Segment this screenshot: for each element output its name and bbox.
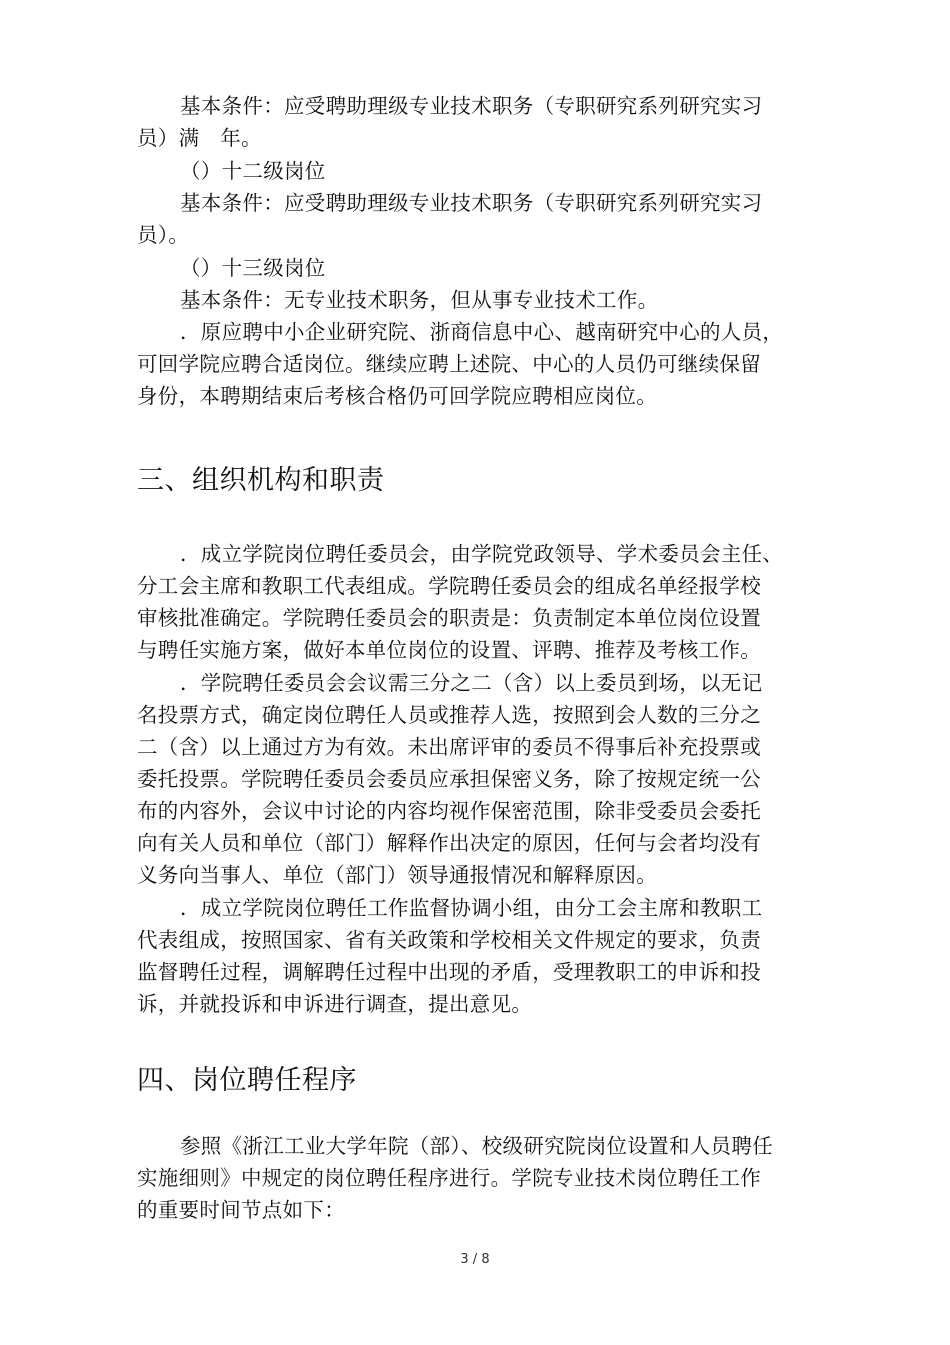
text-line: 监督聘任过程，调解聘任过程中出现的矛盾，受理教职工的申诉和投 (137, 960, 761, 984)
section-heading: 四、岗位聘任程序 (137, 1065, 357, 1096)
text-line: 员）。 (137, 223, 190, 247)
text-line: 基本条件：应受聘助理级专业技术职务（专职研究系列研究实习 (180, 191, 763, 215)
text-line: 员）满 年。 (137, 126, 262, 150)
text-line: ．成立学院岗位聘任委员会，由学院党政领导、学术委员会主任、 (180, 542, 784, 566)
text-line: 义务向当事人、单位（部门）领导通报情况和解释原因。 (137, 863, 657, 887)
text-line: 委托投票。学院聘任委员会委员应承担保密义务，除了按规定统一公 (137, 767, 761, 791)
text-line: 基本条件：无专业技术职务，但从事专业技术工作。 (180, 288, 659, 312)
text-line: ．学院聘任委员会会议需三分之二（含）以上委员到场，以无记 (180, 671, 763, 695)
text-line: 参照《浙江工业大学年院（部）、校级研究院岗位设置和人员聘任 (180, 1134, 773, 1158)
text-line: 审核批准确定。学院聘任委员会的职责是：负责制定本单位岗位设置 (137, 606, 761, 630)
text-line: 与聘任实施方案，做好本单位岗位的设置、评聘、推荐及考核工作。 (137, 638, 761, 662)
text-line: 分工会主席和教职工代表组成。学院聘任委员会的组成名单经报学校 (137, 574, 761, 598)
page-number: 3 / 8 (460, 1252, 490, 1267)
text-line: 基本条件：应受聘助理级专业技术职务（专职研究系列研究实习 (180, 94, 763, 118)
text-line: 实施细则》中规定的岗位聘任程序进行。学院专业技术岗位聘任工作 (137, 1166, 761, 1190)
text-line: ．原应聘中小企业研究院、浙商信息中心、越南研究中心的人员， (180, 320, 784, 344)
text-line: 二（含）以上通过方为有效。未出席评审的委员不得事后补充投票或 (137, 735, 761, 759)
section-heading: 三、组织机构和职责 (137, 465, 385, 496)
list-heading-level-13: （）十三级岗位 (180, 256, 326, 280)
text-line: ．成立学院岗位聘任工作监督协调小组，由分工会主席和教职工 (180, 896, 763, 920)
list-heading-level-12: （）十二级岗位 (180, 159, 326, 183)
text-line: 代表组成，按照国家、省有关政策和学校相关文件规定的要求，负责 (137, 928, 761, 952)
text-line: 名投票方式，确定岗位聘任人员或推荐人选，按照到会人数的三分之 (137, 703, 761, 727)
text-line: 向有关人员和单位（部门）解释作出决定的原因，任何与会者均没有 (137, 831, 761, 855)
text-line: 的重要时间节点如下： (137, 1198, 345, 1222)
text-line: 布的内容外，会议中讨论的内容均视作保密范围，除非受委员会委托 (137, 799, 761, 823)
text-line: 可回学院应聘合适岗位。继续应聘上述院、中心的人员仍可继续保留 (137, 352, 761, 376)
text-line: 身份，本聘期结束后考核合格仍可回学院应聘相应岗位。 (137, 384, 657, 408)
text-line: 诉，并就投诉和申诉进行调查，提出意见。 (137, 992, 533, 1016)
